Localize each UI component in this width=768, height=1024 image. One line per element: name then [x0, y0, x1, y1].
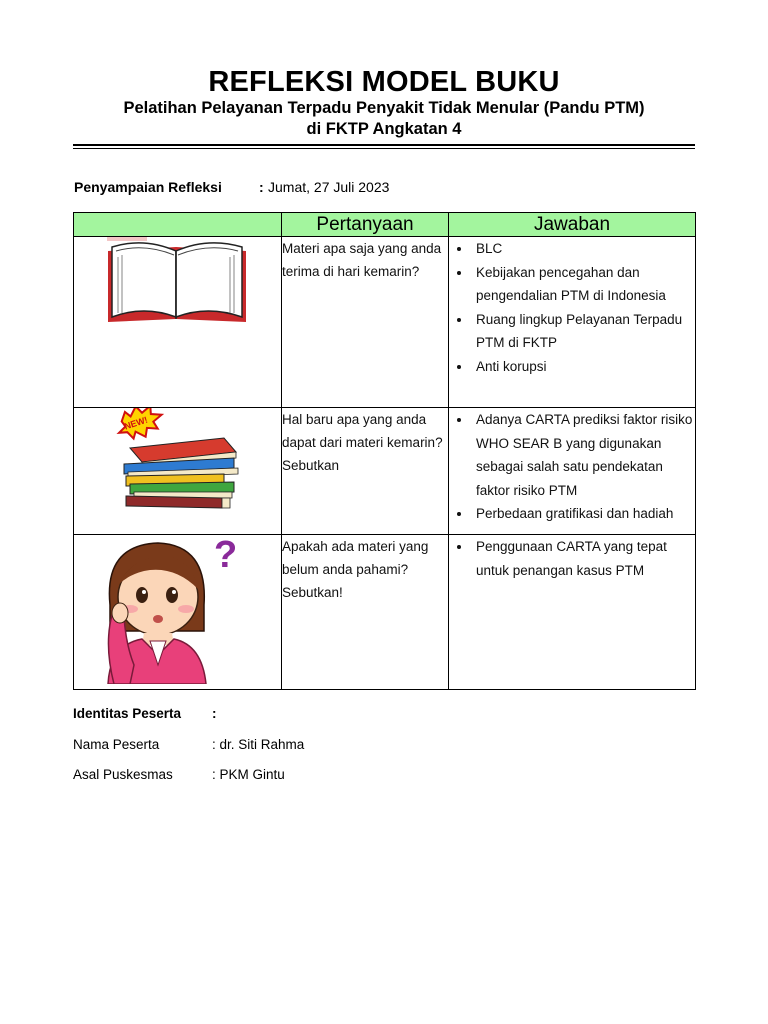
question-cell: Hal baru apa yang anda dapat dari materi kemarin? Sebutkan [282, 408, 449, 535]
identity-heading: Identitas Peserta [73, 706, 182, 721]
answer-list [449, 535, 695, 582]
row-image-cell [74, 535, 282, 690]
header-divider [73, 144, 695, 146]
subtitle-line-2: di FKTP Angkatan 4 [306, 120, 462, 138]
submission-label: Penyampaian Refleksi [74, 179, 222, 195]
header-image-cell [74, 213, 282, 237]
answer-list [449, 237, 695, 378]
reflection-table [73, 212, 696, 690]
header-answer: Jawaban [449, 213, 696, 237]
participant-name-value: : dr. Siti Rahma [212, 737, 305, 752]
answer-item: • Perbedaan gratifikasi dan hadiah [472, 502, 695, 526]
participant-name-label: Nama Peserta [73, 737, 160, 752]
subtitle-line-1: Pelatihan Pelayanan Terpadu Penyakit Tidak Menular (Pandu PTM) [123, 99, 645, 117]
table-header-row [74, 213, 696, 237]
answer-cell [449, 237, 696, 408]
submission-date: Jumat, 27 Juli 2023 [268, 179, 390, 195]
header-question: Pertanyaan [282, 213, 449, 237]
answer-item: • Kebijakan pencegahan dan pengendalian PTM di Indonesia [472, 261, 695, 308]
table-row [74, 237, 696, 408]
page-title: REFLEKSI MODEL BUKU [208, 66, 560, 98]
new-badge: NEW! [122, 414, 149, 432]
row-image-cell [74, 408, 282, 535]
open-book-icon [74, 237, 282, 402]
answer-item: • Anti korupsi [472, 355, 695, 379]
answer-list [449, 408, 695, 526]
origin-value: : PKM Gintu [212, 767, 285, 782]
question-cell: Apakah ada materi yang belum anda pahami? Sebutkan! [282, 535, 449, 690]
answer-item: • BLC [472, 237, 695, 261]
table-row [74, 535, 696, 690]
row-image-cell [74, 237, 282, 408]
answer-item: • Ruang lingkup Pelayanan Terpadu PTM di FKTP [472, 308, 695, 355]
question-mark: ? [214, 535, 238, 576]
table-row [74, 408, 696, 535]
answer-cell [449, 535, 696, 690]
stack-of-books-icon [74, 408, 282, 529]
question-cell: Materi apa saja yang anda terima di hari kemarin? [282, 237, 449, 408]
submission-colon: : [259, 179, 264, 195]
answer-cell [449, 408, 696, 535]
origin-label: Asal Puskesmas [73, 767, 173, 782]
identity-heading-colon: : [212, 706, 217, 721]
confused-woman-icon [74, 535, 282, 684]
header-divider-thin [73, 148, 695, 149]
answer-item: • Penggunaan CARTA yang tepat untuk penangan kasus PTM [472, 535, 695, 582]
answer-item: • Adanya CARTA prediksi faktor risiko WHO SEAR B yang digunakan sebagai salah satu pendekatan faktor risiko PTM [472, 408, 695, 502]
